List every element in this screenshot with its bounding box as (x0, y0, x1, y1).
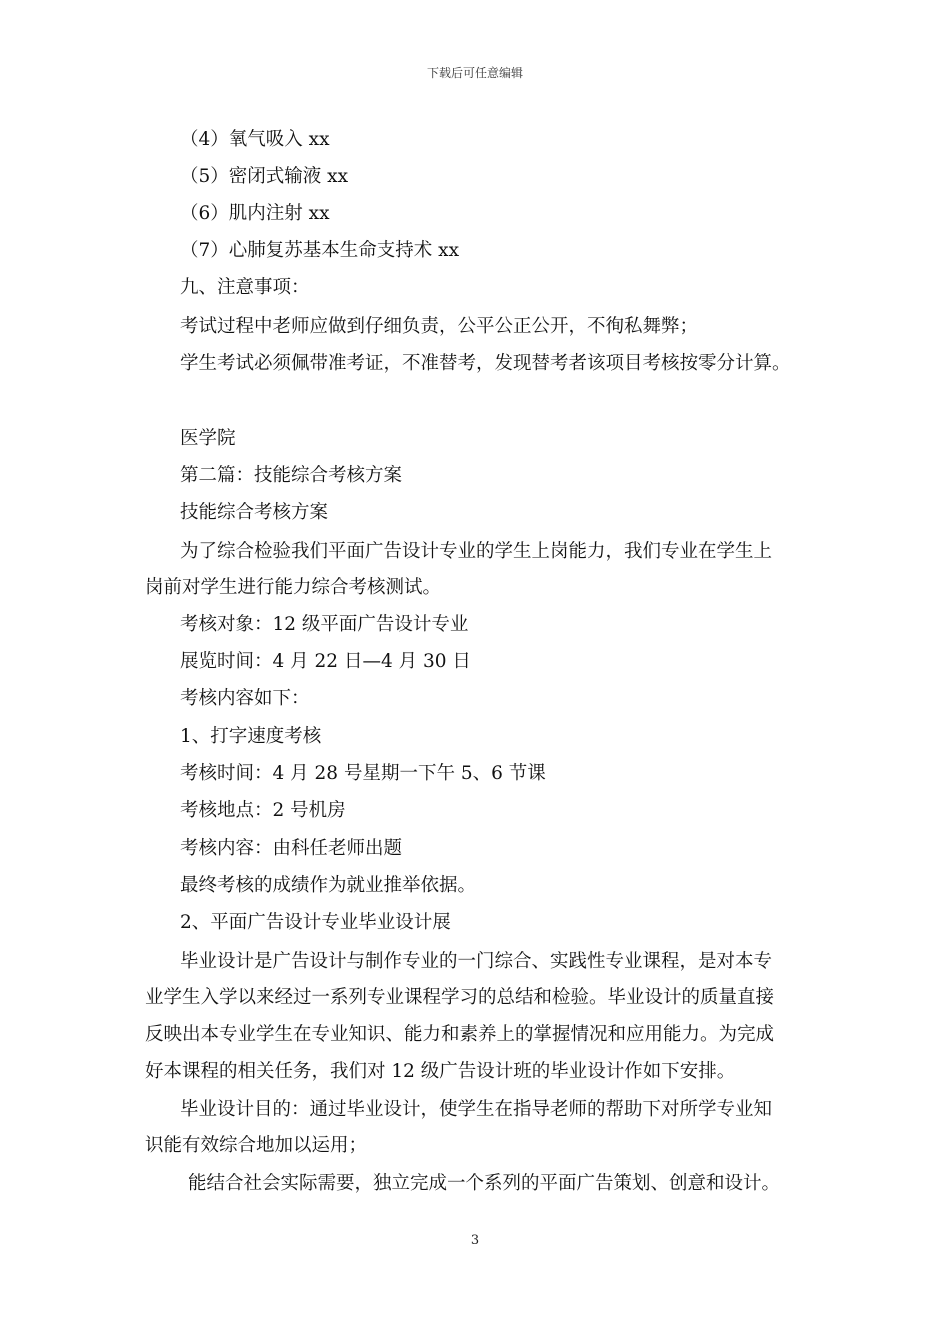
list-item-oxygen: （4）氧气吸入 xx (180, 129, 330, 150)
paragraph-line: 考核对象：12 级平面广告设计专业 (180, 614, 469, 635)
institution-name: 医学院 (180, 428, 236, 449)
list-item-injection: （6）肌内注射 xx (180, 203, 330, 224)
paragraph-line: 识能有效综合地加以运用； (145, 1135, 368, 1156)
paragraph-line: 好本课程的相关任务，我们对 12 级广告设计班的毕业设计作如下安排。 (145, 1061, 736, 1082)
paragraph-line: 考核地点：2 号机房 (180, 800, 346, 821)
paragraph-line: 毕业设计是广告设计与制作专业的一门综合、实践性专业课程，是对本专 (180, 951, 773, 972)
document-title: 技能综合考核方案 (180, 502, 329, 523)
paragraph-line: 能结合社会实际需要，独立完成一个系列的平面广告策划、创意和设计。 (188, 1173, 781, 1194)
section-heading-typing: 1、打字速度考核 (180, 726, 322, 747)
list-item-cpr: （7）心肺复苏基本生命支持术 xx (180, 240, 460, 261)
paragraph-line: 业学生入学以来经过一系列专业课程学习的总结和检验。毕业设计的质量直接 (145, 987, 775, 1008)
paragraph-line: 考试过程中老师应做到仔细负责，公平公正公开，不徇私舞弊； (180, 316, 699, 337)
paragraph-line: 展览时间：4 月 22 日—4 月 30 日 (180, 651, 471, 672)
section-heading-notes: 九、注意事项： (180, 277, 310, 298)
paragraph-line: 学生考试必须佩带准考证，不准替考，发现替考者该项目考核按零分计算。 (180, 353, 791, 374)
chapter-title: 第二篇：技能综合考核方案 (180, 465, 403, 486)
paragraph-line: 毕业设计目的：通过毕业设计，使学生在指导老师的帮助下对所学专业知 (180, 1099, 773, 1120)
section-heading-exhibition: 2、平面广告设计专业毕业设计展 (180, 912, 451, 933)
paragraph-line: 反映出本专业学生在专业知识、能力和素养上的掌握情况和应用能力。为完成 (145, 1024, 775, 1045)
list-item-infusion: （5）密闭式输液 xx (180, 166, 349, 187)
page-header: 下载后可任意编辑 (426, 66, 523, 80)
paragraph-line: 考核时间：4 月 28 号星期一下午 5、6 节课 (180, 763, 546, 784)
paragraph-line: 最终考核的成绩作为就业推举依据。 (180, 875, 477, 896)
paragraph-line: 考核内容：由科任老师出题 (180, 838, 403, 859)
paragraph-line: 岗前对学生进行能力综合考核测试。 (145, 577, 442, 598)
paragraph-line: 考核内容如下： (180, 688, 310, 709)
page-number: 3 (470, 1233, 480, 1248)
paragraph-line: 为了综合检验我们平面广告设计专业的学生上岗能力，我们专业在学生上 (180, 541, 773, 562)
